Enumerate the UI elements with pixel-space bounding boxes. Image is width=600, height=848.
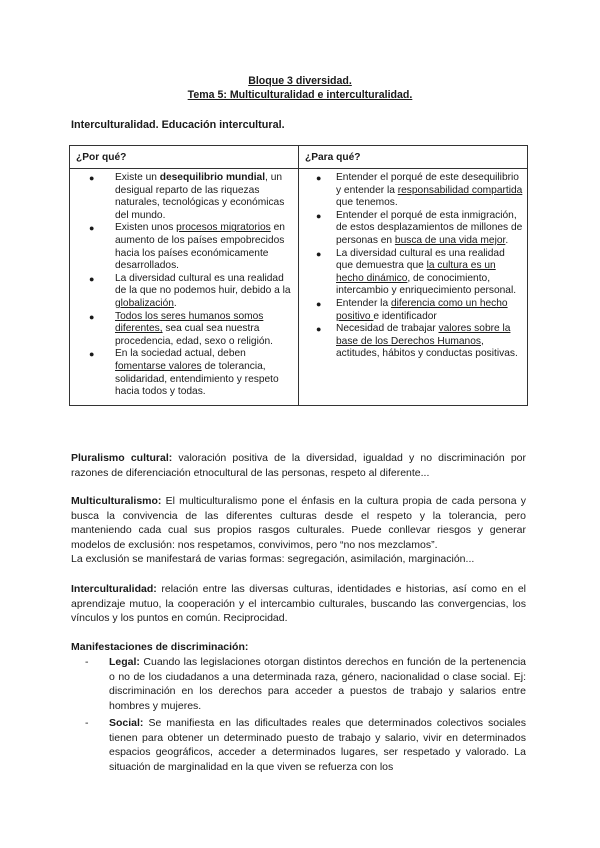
bullet-icon: ●: [316, 298, 322, 309]
legal-item: - Legal: Cuando las legislaciones otorgan distintos derechos en función de la pertenencia o no de los ciudadanos a una determinada raza, género, nacionalidad o clase social. Ej: discriminación en los derechos para acceder a puestos de trabajo y salarios entre hombres y mujeres.: [85, 656, 526, 712]
multiculturalismo-paragraph: Multiculturalismo: El multiculturalismo pone el énfasis en la cultura propia de cada persona y busca la convivencia de las diferentes culturas desde el respeto y la tolerancia, pero manteniendo cada cual sus propios rasgos culturales. Puede conllevar riesgos y generar modelos de exclusión: nos respetamos, convivimos, pero “no nos mezclamos”.: [71, 495, 526, 551]
document-subtitle: Tema 5: Multiculturalidad e interculturalidad.: [187, 89, 413, 101]
list-item: ● Entender el porqué de esta inmigración, de estos desplazamientos de millones de personas en busca de una vida mejor.: [316, 209, 523, 246]
dash-icon: -: [85, 656, 89, 668]
list-item: ● En la sociedad actual, deben fomentarse valores de tolerancia, solidaridad, entendimiento y respeto hacia todos y todas.: [89, 348, 279, 398]
bullet-icon: ●: [89, 223, 95, 234]
bullet-icon: ●: [316, 324, 322, 335]
bullet-icon: ●: [316, 210, 322, 221]
section-title: Interculturalidad. Educación intercultural.: [71, 119, 285, 131]
manifestaciones-heading: Manifestaciones de discriminación:: [71, 641, 249, 653]
list-item: ● Entender el porqué de este desequilibrio y entender la responsabilidad compartida que tenemos.: [316, 172, 523, 209]
dash-icon: -: [85, 717, 89, 729]
social-item: - Social: Se manifiesta en las dificultades reales que determinados colectivos sociales tienen para obtener un determinado puesto de trabajo y salario, vivir en determinados espacios geográficos, acceder a determinados lugares, ser respetado y valorado. La situación de marginalidad en la que viven se refuerza con los: [85, 717, 526, 773]
list-item: ● La diversidad cultural es una realidad que demuestra que la cultura es un hecho dinámico, de conocimiento, intercambio y enriquecimiento personal.: [316, 247, 517, 297]
bullet-icon: ●: [316, 173, 322, 183]
exclusion-paragraph: La exclusión se manifestará de varias formas: segregación, asimilación, marginación...: [71, 553, 475, 565]
bullet-icon: ●: [89, 273, 95, 284]
list-item: ● Entender la diferencia como un hecho positivo e identificador: [316, 297, 508, 322]
interculturalidad-paragraph: Interculturalidad: relación entre las diversas culturas, identidades e historias, así como en el aprendizaje mutuo, la cooperación y el intercambio culturales, buscando las convergencias, los vínculos y los puntos en común. Reciprocidad.: [71, 583, 526, 625]
bullet-icon: ●: [89, 173, 95, 183]
list-item: ● Existe un desequilibrio mundial, un desigual reparto de las riquezas naturales, tecnológicas y económicas del mundo.: [89, 172, 285, 221]
bullet-icon: ●: [316, 248, 322, 259]
column-header-why: ¿Por qué?: [70, 146, 299, 169]
what-for-cell: [299, 169, 528, 406]
bullet-icon: ●: [89, 311, 95, 322]
comparison-table: [69, 145, 528, 406]
list-item: ● La diversidad cultural es una realidad de la que no podemos huir, debido a la globalización.: [89, 272, 291, 309]
document-title: Bloque 3 diversidad.: [248, 75, 352, 87]
pluralismo-paragraph: Pluralismo cultural: valoración positiva de la diversidad, igualdad y no discriminación por razones de diferenciación etnocultural de las personas, respeto al diferente...: [71, 452, 527, 479]
column-header-what-for: ¿Para qué?: [299, 146, 528, 169]
list-item: ● Existen unos procesos migratorios en aumento de los países empobrecidos hacia los países económicamente desarrollados.: [89, 222, 285, 272]
bullet-icon: ●: [89, 349, 95, 360]
why-cell: [70, 169, 299, 406]
list-item: ● Necesidad de trabajar valores sobre la base de los Derechos Humanos, actitudes, hábitos y conductas positivas.: [316, 323, 518, 360]
list-item: ● Todos los seres humanos somos diferentes, sea cual sea nuestra procedencia, edad, sexo o religión.: [89, 310, 274, 347]
